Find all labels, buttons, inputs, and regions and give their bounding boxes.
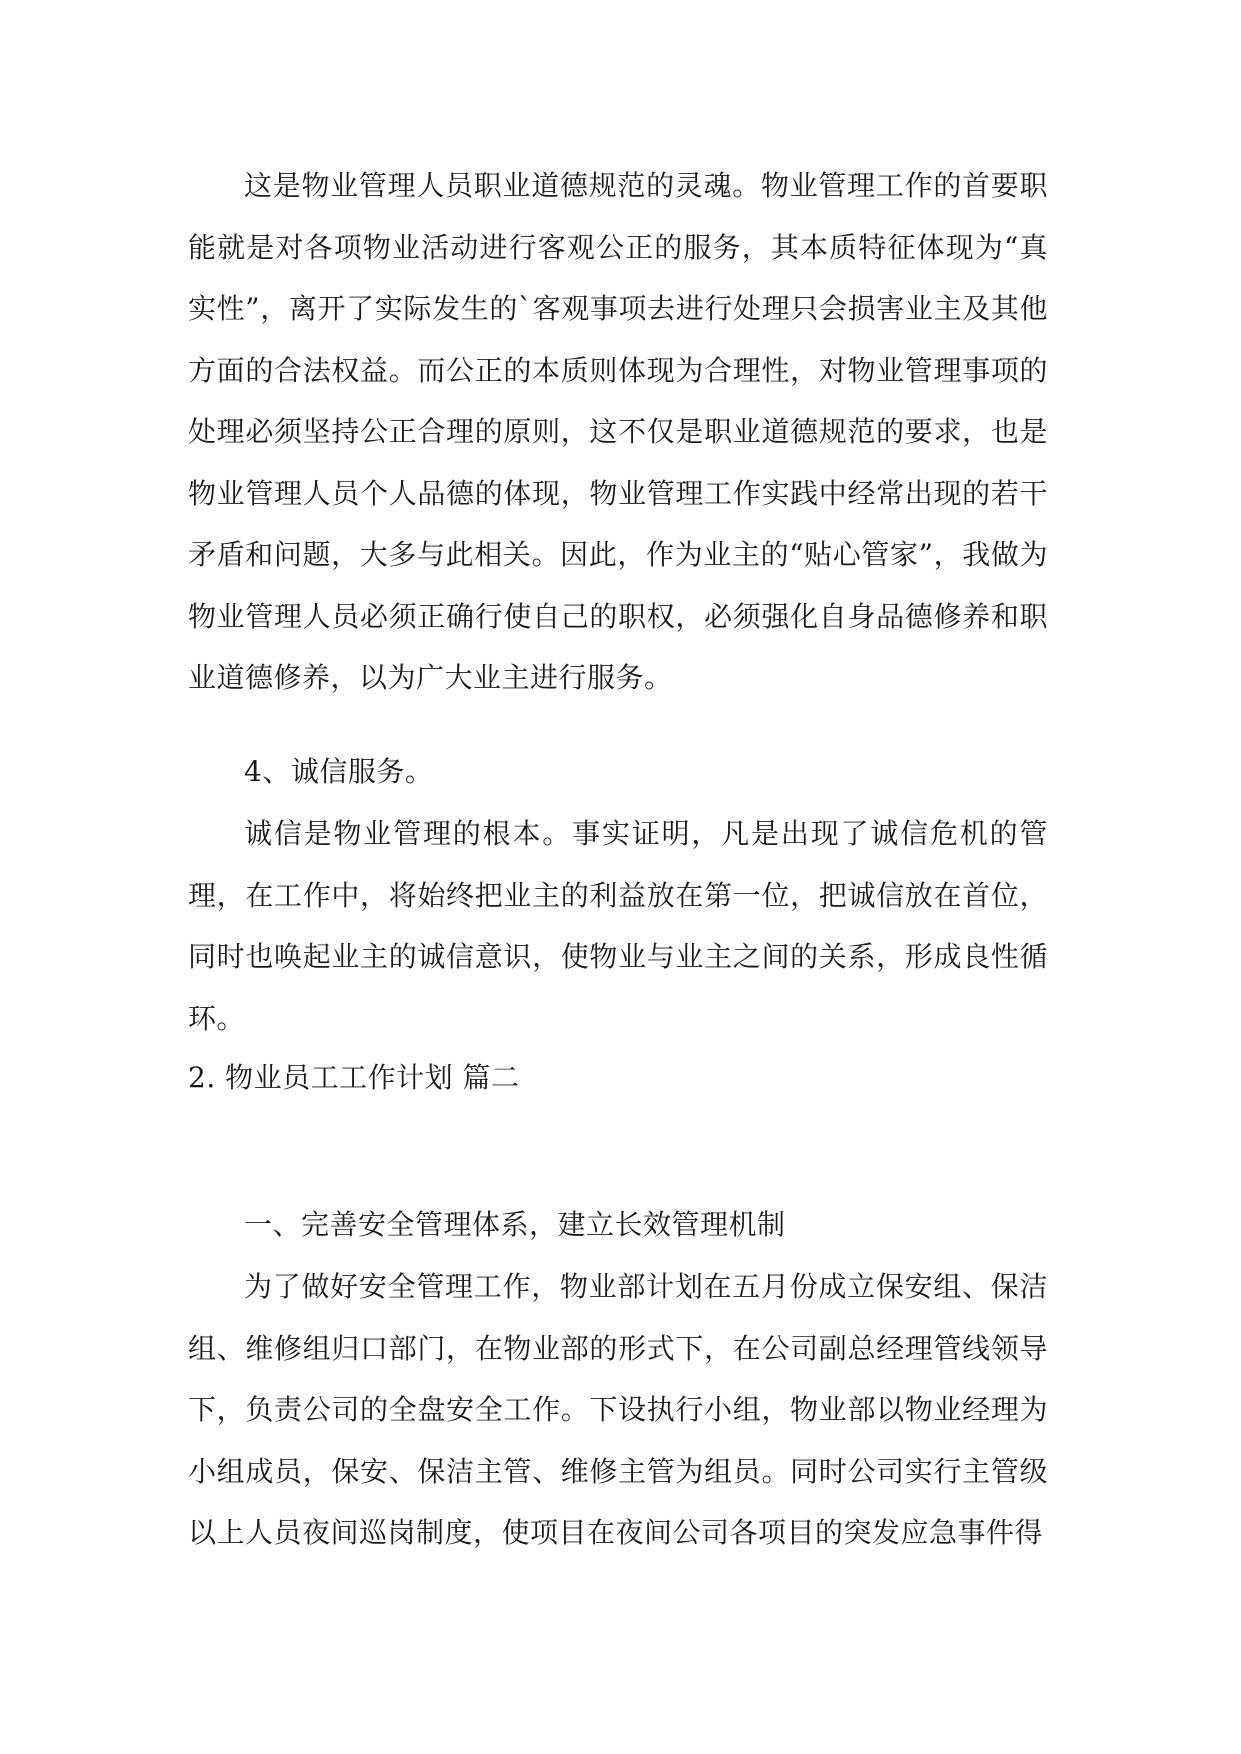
section-heading-honest-service: 4、诚信服务。 <box>244 755 434 788</box>
paragraph-safety-management: 为了做好安全管理工作，物业部计划在五月份成立保安组、保洁组、维修组归口部门，在物业部的形式下，在公司副总经理管线领导下，负责公司的全盘安全工作。下设执行小组，物业部以物业经理为小组成员，保安、保洁主管、维修主管为组员。同时公司实行主管级以上人员夜间巡岗制度，使项目在夜间公司各项目的突发应急事件得 <box>188 1270 1048 1549</box>
paragraph-honesty-foundation: 诚信是物业管理的根本。事实证明，凡是出现了诚信危机的管理，在工作中，将始终把业主的利益放在第一位，把诚信放在首位，同时也唤起业主的诚信意识，使物业与业主之间的关系，形成良性循环。 <box>188 817 1048 1035</box>
section-heading-safety-system: 一、完善安全管理体系，建立长效管理机制 <box>244 1208 786 1241</box>
paragraph-integrity-soul: 这是物业管理人员职业道德规范的灵魂。物业管理工作的首要职能就是对各项物业活动进行客观公正的服务，其本质特征体现为“真实性”，离开了实际发生的`客观事项去进行处理只会损害业主及其他方面的合法权益。而公正的本质则体现为合理性，对物业管理事项的处理必须坚持公正合理的原则，这不仅是职业道德规范的要求，也是物业管理人员个人品德的体现，物业管理工作实践中经常出现的若干矛盾和问题，大多与此相关。因此，作为业主的“贴心管家”，我做为物业管理人员必须正确行使自己的职权，必须强化自身品德修养和职业道德修养，以为广大业主进行服务。 <box>188 169 1048 694</box>
article-heading-work-plan: 2. 物业员工工作计划 篇二 <box>188 1061 520 1094</box>
